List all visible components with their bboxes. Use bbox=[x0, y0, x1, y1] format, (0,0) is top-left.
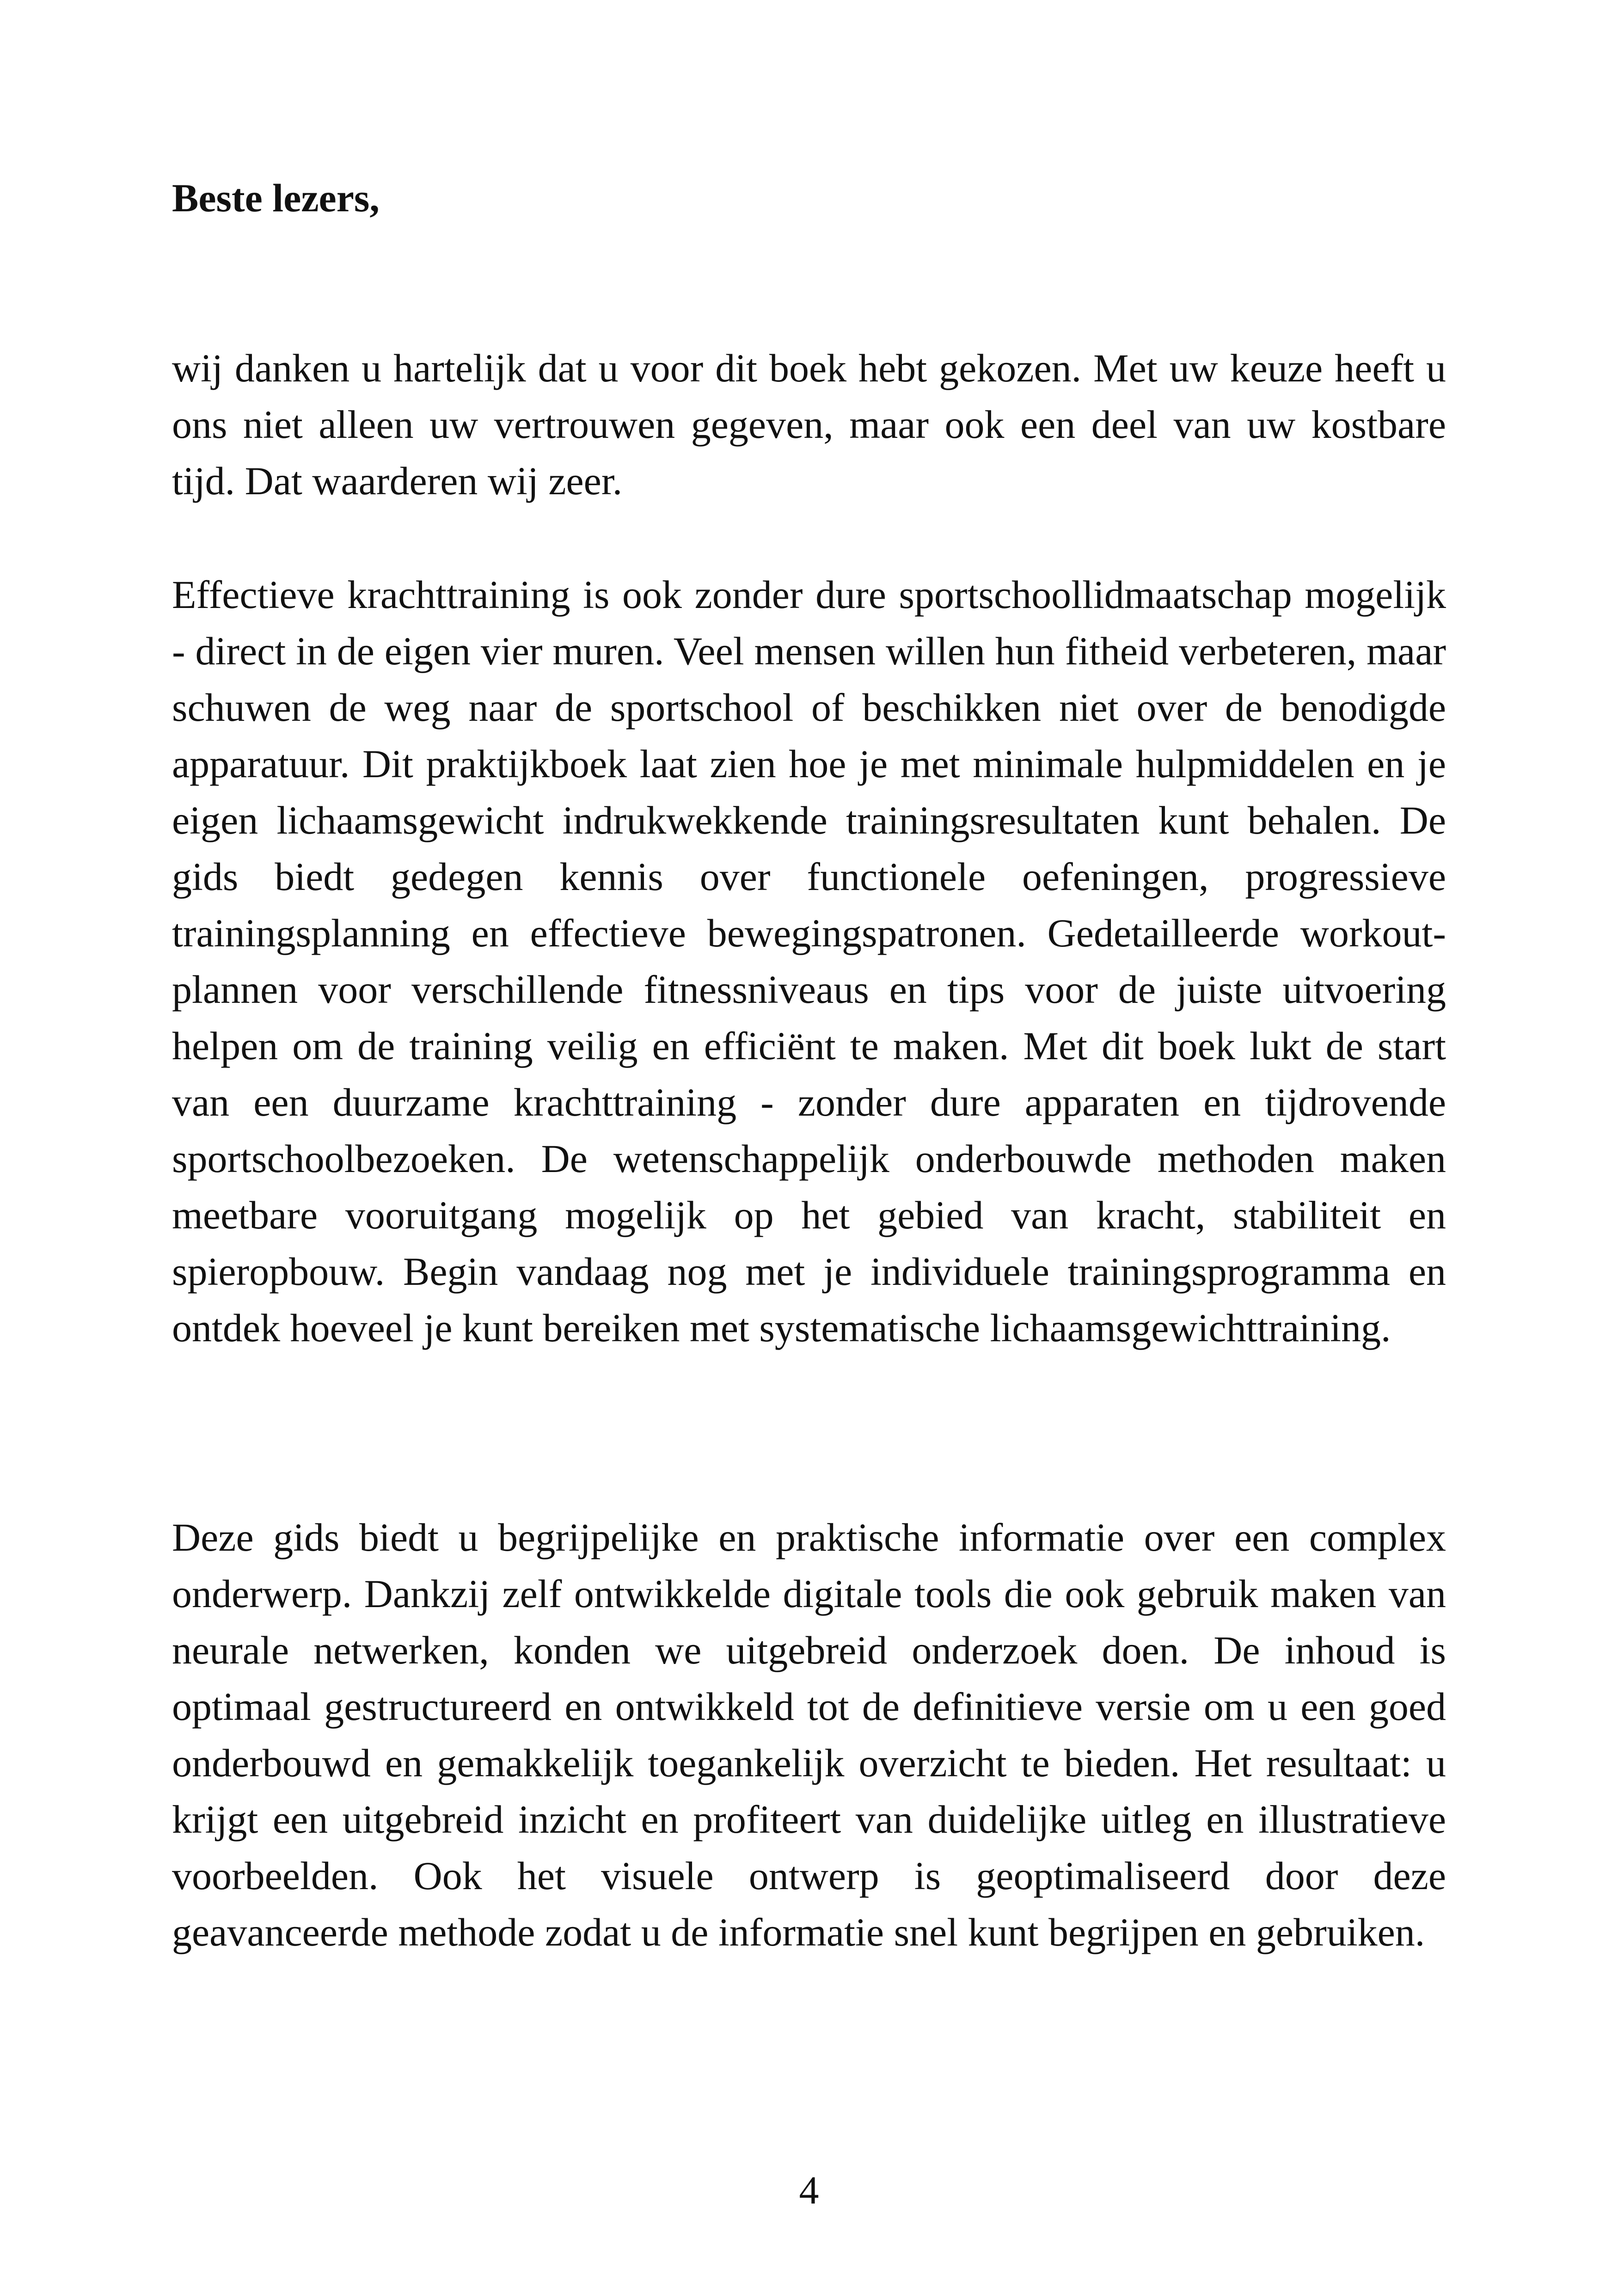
paragraph-thanks: wij danken u hartelijk dat u voor dit boek hebt gekozen. Met uw keuze heeft u ons niet alleen uw vertrouwen gegeven, maar ook een deel van uw kostbare tijd. Dat waarderen wij zeer. bbox=[172, 346, 1446, 503]
page-number: 4 bbox=[799, 2168, 819, 2212]
greeting-heading: Beste lezers, bbox=[172, 176, 380, 220]
paragraph-book-description: Effectieve krachttraining is ook zonder dure sportschoollidmaatschap mogelijk - direct in de eigen vier muren. Veel mensen willen hun fitheid verbeteren, maar schuwen de weg naar de sportschool of beschikken niet over de benodigde apparatuur. Dit praktijkboek laat zien hoe je met minimale hulpmiddelen en je eigen lichaamsgewicht indrukwekkende trainingsresultaten kunt behalen. De gids biedt gedegen kennis over functionele oefeningen, progressieve trainingsplanning en effectieve bewegingspatronen. Gedetailleerde workout-plannen voor verschillende fitnessniveaus en tips voor de juiste uitvoering helpen om de training veilig en efficiënt te maken. Met dit boek lukt de start van een duurzame krachttraining - zonder dure apparaten en tijdrovende sportschoolbezoeken. De wetenschappelijk onderbouwde methoden maken meetbare vooruitgang mogelijk op het gebied van kracht, stabiliteit en spieropbouw. Begin vandaag nog met je individuele trainingsprogramma en ontdek hoeveel je kunt bereiken met systematische lichaamsgewichttraining. bbox=[172, 572, 1446, 1350]
paragraph-guide-info: Deze gids biedt u begrijpelijke en praktische informatie over een complex onderwerp. Dankzij zelf ontwikkelde digitale tools die ook gebruik maken van neurale netwerken, konden we uitgebreid onderzoek doen. De inhoud is optimaal gestructureerd en ontwikkeld tot de definitieve versie om u een goed onderbouwd en gemakkelijk toegankelijk overzicht te bieden. Het resultaat: u krijgt een uitgebreid inzicht en profiteert van duidelijke uitleg en illustratieve voorbeelden. Ook het visuele ontwerp is geoptimaliseerd door deze geavanceerde methode zodat u de informatie snel kunt begrijpen en gebruiken. bbox=[172, 1515, 1446, 1954]
